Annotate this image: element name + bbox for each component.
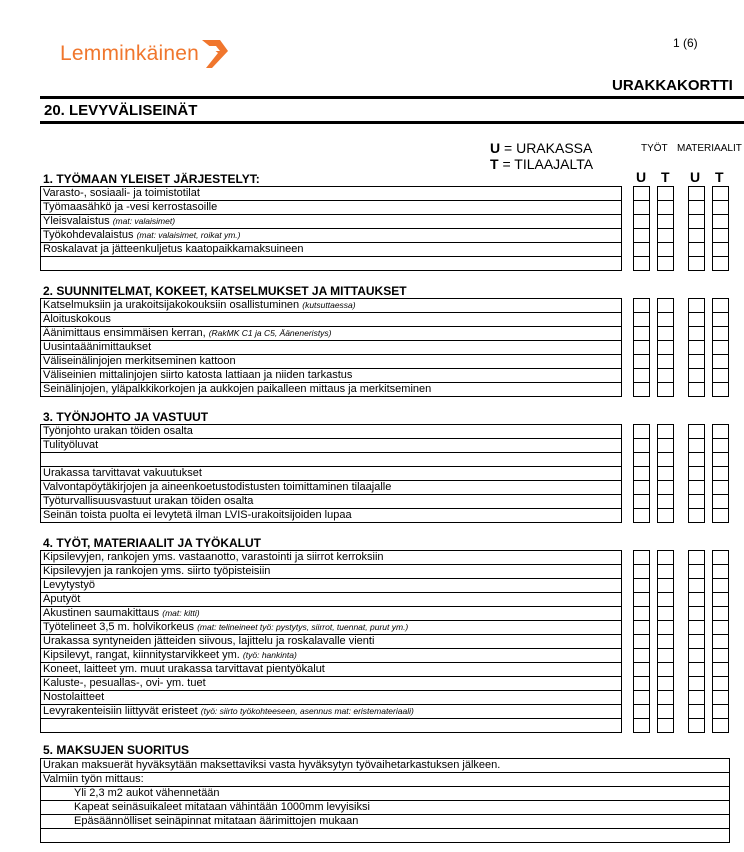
checkbox-cell[interactable] xyxy=(713,509,728,523)
row-text: Varasto-, sosiaali- ja toimistotilat xyxy=(43,187,200,199)
checkbox-cell[interactable] xyxy=(634,327,649,341)
page-number: 1 (6) xyxy=(673,36,698,50)
row-text: Työturvallisuusvastuut urakan töiden osalta xyxy=(43,495,254,507)
row-note: (mat: valaisimet) xyxy=(112,216,176,226)
checkbox-cell[interactable] xyxy=(658,509,673,523)
checkbox-cell[interactable] xyxy=(713,663,728,677)
section-table xyxy=(40,758,730,843)
checkbox-cell[interactable] xyxy=(689,509,704,523)
checkbox-cell[interactable] xyxy=(634,229,649,243)
table-row xyxy=(41,229,621,243)
checkbox-cell[interactable] xyxy=(658,425,673,439)
checkbox-cell[interactable] xyxy=(689,257,704,271)
checkbox-cell[interactable] xyxy=(634,453,649,467)
checkbox-cell[interactable] xyxy=(689,649,704,663)
checkbox-cell[interactable] xyxy=(634,355,649,369)
checkbox-column xyxy=(688,186,705,271)
table-row xyxy=(41,257,621,271)
checkbox-cell[interactable] xyxy=(634,509,649,523)
checkbox-cell[interactable] xyxy=(634,579,649,593)
table-row xyxy=(41,787,729,801)
checkbox-cell[interactable] xyxy=(658,257,673,271)
table-row xyxy=(41,243,621,257)
checkbox-cell[interactable] xyxy=(658,593,673,607)
checkbox-cell[interactable] xyxy=(658,439,673,453)
checkbox-cell[interactable] xyxy=(713,355,728,369)
checkbox-cell[interactable] xyxy=(713,579,728,593)
checkbox-cell[interactable] xyxy=(658,355,673,369)
title-rule-top xyxy=(40,96,744,99)
checkbox-cell[interactable] xyxy=(713,425,728,439)
row-text: Levyrakenteisiin liittyvät eristeet xyxy=(43,705,198,717)
checkbox-cell[interactable] xyxy=(658,215,673,229)
checkbox-cell[interactable] xyxy=(689,635,704,649)
checkbox-cell[interactable] xyxy=(658,649,673,663)
checkbox-cell[interactable] xyxy=(634,691,649,705)
table-row xyxy=(41,579,621,593)
table-row xyxy=(41,327,621,341)
legend-t-letter: T xyxy=(490,156,499,172)
table-row xyxy=(41,439,621,453)
checkbox-cell[interactable] xyxy=(658,677,673,691)
checkbox-cell[interactable] xyxy=(634,649,649,663)
checkbox-cell[interactable] xyxy=(689,369,704,383)
checkbox-cell[interactable] xyxy=(713,327,728,341)
checkbox-cell[interactable] xyxy=(634,257,649,271)
checkbox-cell[interactable] xyxy=(634,551,649,565)
row-text: Työtelineet 3,5 m. holvikorkeus xyxy=(43,621,195,633)
table-row xyxy=(41,187,621,201)
row-text: Urakassa syntyneiden jätteiden siivous, lajittelu ja roskalavalle vienti xyxy=(43,635,375,647)
checkbox-cell[interactable] xyxy=(634,439,649,453)
checkbox-cell[interactable] xyxy=(713,341,728,355)
section-title: 1. TYÖMAAN YLEISET JÄRJESTELYT: xyxy=(43,172,260,186)
row-text: Tulityöluvat xyxy=(43,439,99,451)
section-table xyxy=(40,186,622,271)
table-row xyxy=(41,453,621,467)
checkbox-cell[interactable] xyxy=(689,229,704,243)
row-text: Väliseinien mittalinjojen siirto katosta lattiaan ja niiden tarkastus xyxy=(43,369,353,381)
checkbox-cell[interactable] xyxy=(689,691,704,705)
row-text: Kapeat seinäsuikaleet mitataan vähintään 1000mm levyisiksi xyxy=(74,801,370,813)
legend-u-text: = URAKASSA xyxy=(500,140,593,156)
checkbox-cell[interactable] xyxy=(658,719,673,733)
checkbox-cell[interactable] xyxy=(658,453,673,467)
checkbox-cell[interactable] xyxy=(634,621,649,635)
checkbox-column xyxy=(657,424,674,523)
checkbox-column xyxy=(633,186,650,271)
checkbox-cell[interactable] xyxy=(658,663,673,677)
table-row xyxy=(41,663,621,677)
checkbox-cell[interactable] xyxy=(634,495,649,509)
checkbox-cell[interactable] xyxy=(713,299,728,313)
checkbox-cell[interactable] xyxy=(658,607,673,621)
table-row xyxy=(41,705,621,719)
row-note: (RakMK C1 ja C5, Ääneneristys) xyxy=(208,328,332,338)
table-row xyxy=(41,481,621,495)
checkbox-cell[interactable] xyxy=(658,383,673,397)
checkbox-cell[interactable] xyxy=(713,649,728,663)
checkbox-column xyxy=(712,424,729,523)
checkbox-cell[interactable] xyxy=(658,229,673,243)
row-text: Epäsäännölliset seinäpinnat mitataan äärimittojen mukaan xyxy=(74,815,359,827)
row-note: (mat: valaisimet, roikat ym.) xyxy=(136,230,241,240)
checkbox-cell[interactable] xyxy=(658,579,673,593)
checkbox-cell[interactable] xyxy=(658,691,673,705)
checkbox-cell[interactable] xyxy=(634,187,649,201)
checkbox-cell[interactable] xyxy=(689,243,704,257)
work-t-header: T xyxy=(661,169,670,185)
checkbox-cell[interactable] xyxy=(658,467,673,481)
row-text: Työnjohto urakan töiden osalta xyxy=(43,425,193,437)
checkbox-cell[interactable] xyxy=(689,719,704,733)
checkbox-cell[interactable] xyxy=(713,565,728,579)
checkbox-cell[interactable] xyxy=(713,243,728,257)
checkbox-cell[interactable] xyxy=(689,187,704,201)
checkbox-column xyxy=(633,298,650,397)
table-row xyxy=(41,495,621,509)
checkbox-cell[interactable] xyxy=(689,579,704,593)
checkbox-cell[interactable] xyxy=(658,327,673,341)
table-row xyxy=(41,355,621,369)
checkbox-column xyxy=(633,550,650,733)
checkbox-cell[interactable] xyxy=(713,677,728,691)
table-row xyxy=(41,341,621,355)
logo-text: Lemminkäinen xyxy=(60,42,199,65)
checkbox-cell[interactable] xyxy=(689,565,704,579)
checkbox-cell[interactable] xyxy=(634,369,649,383)
checkbox-cell[interactable] xyxy=(689,299,704,313)
section-table xyxy=(40,550,622,733)
title-rule-bottom xyxy=(40,121,744,124)
row-text: Katselmuksiin ja urakoitsijakokouksiin osallistuminen xyxy=(43,299,300,311)
logo xyxy=(60,38,230,70)
checkbox-cell[interactable] xyxy=(658,313,673,327)
checkbox-cell[interactable] xyxy=(689,425,704,439)
checkbox-cell[interactable] xyxy=(634,341,649,355)
checkbox-cell[interactable] xyxy=(634,481,649,495)
row-text: Koneet, laitteet ym. muut urakassa tarvittavat pientyökalut xyxy=(43,663,325,675)
checkbox-cell[interactable] xyxy=(634,677,649,691)
row-text: Aloituskokous xyxy=(43,313,111,325)
row-note: (työ: hankinta) xyxy=(242,650,297,660)
checkbox-cell[interactable] xyxy=(634,663,649,677)
checkbox-cell[interactable] xyxy=(689,593,704,607)
checkbox-column xyxy=(657,186,674,271)
table-row xyxy=(41,773,729,787)
checkbox-cell[interactable] xyxy=(713,481,728,495)
card-title: URAKKAKORTTI xyxy=(612,77,733,94)
checkbox-cell[interactable] xyxy=(634,607,649,621)
checkbox-cell[interactable] xyxy=(713,313,728,327)
checkbox-cell[interactable] xyxy=(713,383,728,397)
checkbox-cell[interactable] xyxy=(713,719,728,733)
checkbox-cell[interactable] xyxy=(713,551,728,565)
table-row xyxy=(41,299,621,313)
checkbox-cell[interactable] xyxy=(689,607,704,621)
checkbox-cell[interactable] xyxy=(713,467,728,481)
legend-u xyxy=(490,141,592,156)
checkbox-cell[interactable] xyxy=(634,565,649,579)
checkbox-cell[interactable] xyxy=(713,691,728,705)
table-row xyxy=(41,551,621,565)
checkbox-cell[interactable] xyxy=(689,327,704,341)
material-u-header: U xyxy=(690,169,701,185)
row-text: Urakan maksuerät hyväksytään maksettaviksi vasta hyväksytyn työvaihetarkastuksen jälkeen. xyxy=(43,759,501,771)
checkbox-cell[interactable] xyxy=(689,355,704,369)
checkbox-cell[interactable] xyxy=(634,299,649,313)
table-row xyxy=(41,383,621,397)
row-text: Roskalavat ja jätteenkuljetus kaatopaikkamaksuineen xyxy=(43,243,304,255)
checkbox-cell[interactable] xyxy=(658,187,673,201)
checkbox-cell[interactable] xyxy=(689,495,704,509)
checkbox-cell[interactable] xyxy=(713,621,728,635)
checkbox-cell[interactable] xyxy=(713,593,728,607)
checkbox-cell[interactable] xyxy=(658,705,673,719)
legend-t-text: = TILAAJALTA xyxy=(498,156,594,172)
checkbox-cell[interactable] xyxy=(713,439,728,453)
table-row xyxy=(41,467,621,481)
table-row xyxy=(41,593,621,607)
table-row xyxy=(41,565,621,579)
checkbox-cell[interactable] xyxy=(689,663,704,677)
checkbox-cell[interactable] xyxy=(658,551,673,565)
checkbox-cell[interactable] xyxy=(689,313,704,327)
row-text: Aputyöt xyxy=(43,593,81,605)
row-text: Levytystyö xyxy=(43,579,95,591)
table-row xyxy=(41,369,621,383)
checkbox-column xyxy=(657,550,674,733)
row-text: Kipsilevyjen, rankojen yms. vastaanotto, varastointi ja siirrot kerroksiin xyxy=(43,551,384,563)
row-text: Väliseinälinjojen merkitseminen kattoon xyxy=(43,355,236,367)
checkbox-column xyxy=(688,424,705,523)
table-row xyxy=(41,677,621,691)
row-text: Valvontapöytäkirjojen ja aineenkoetustodistusten toimittaminen tilaajalle xyxy=(43,481,392,493)
table-row xyxy=(41,621,621,635)
checkbox-cell[interactable] xyxy=(689,551,704,565)
table-row xyxy=(41,829,729,843)
checkbox-cell[interactable] xyxy=(713,453,728,467)
row-text: Työmaasähkö ja -vesi kerrostasoille xyxy=(43,201,218,213)
checkbox-cell[interactable] xyxy=(713,187,728,201)
checkbox-column xyxy=(712,550,729,733)
checkbox-cell[interactable] xyxy=(689,201,704,215)
checkbox-cell[interactable] xyxy=(689,677,704,691)
checkbox-cell[interactable] xyxy=(658,243,673,257)
section-title: 5. MAKSUJEN SUORITUS xyxy=(43,743,190,757)
table-row xyxy=(41,509,621,523)
table-row xyxy=(41,691,621,705)
checkbox-cell[interactable] xyxy=(713,229,728,243)
checkbox-cell[interactable] xyxy=(634,705,649,719)
legend-u-letter: U xyxy=(490,140,501,156)
checkbox-column xyxy=(657,298,674,397)
checkbox-cell[interactable] xyxy=(658,481,673,495)
checkbox-cell[interactable] xyxy=(713,635,728,649)
row-text: Urakassa tarvittavat vakuutukset xyxy=(43,467,202,479)
row-note: (mat: telineineet työ: pystytys, siirrot, tuennat, purut ym.) xyxy=(197,622,409,632)
checkbox-column xyxy=(712,298,729,397)
checkbox-cell[interactable] xyxy=(689,383,704,397)
row-text: Akustinen saumakittaus xyxy=(43,607,160,619)
row-text: Kipsilevyjen ja rankojen yms. siirto työpisteisiin xyxy=(43,565,271,577)
row-note: (mat: kitti) xyxy=(162,608,200,618)
checkbox-cell[interactable] xyxy=(634,635,649,649)
row-note: (työ: siirto työkohteeseen, asennus mat: eristemateriaali) xyxy=(200,706,414,716)
checkbox-column xyxy=(712,186,729,271)
checkbox-cell[interactable] xyxy=(689,439,704,453)
row-text: Kaluste-, pesuallas-, ovi- ym. tuet xyxy=(43,677,206,689)
work-u-header: U xyxy=(636,169,647,185)
checkbox-cell[interactable] xyxy=(634,243,649,257)
section-title: 2. SUUNNITELMAT, KOKEET, KATSELMUKSET JA MITTAUKSET xyxy=(43,284,407,298)
checkbox-cell[interactable] xyxy=(689,341,704,355)
checkbox-cell[interactable] xyxy=(658,621,673,635)
table-row xyxy=(41,635,621,649)
checkbox-cell[interactable] xyxy=(689,467,704,481)
checkbox-cell[interactable] xyxy=(689,453,704,467)
checkbox-column xyxy=(688,550,705,733)
checkbox-cell[interactable] xyxy=(658,201,673,215)
row-text: Kipsilevyt, rangat, kiinnitystarvikkeet ym. xyxy=(43,649,240,661)
table-row xyxy=(41,649,621,663)
table-row xyxy=(41,815,729,829)
checkbox-cell[interactable] xyxy=(658,565,673,579)
row-text: Työkohdevalaistus xyxy=(43,229,134,241)
table-row xyxy=(41,313,621,327)
section-table xyxy=(40,424,622,523)
checkbox-cell[interactable] xyxy=(658,635,673,649)
checkbox-cell[interactable] xyxy=(634,313,649,327)
row-text: Nostolaitteet xyxy=(43,691,105,703)
checkbox-cell[interactable] xyxy=(713,607,728,621)
row-note: (kutsuttaessa) xyxy=(302,300,356,310)
checkbox-cell[interactable] xyxy=(713,495,728,509)
table-row xyxy=(41,215,621,229)
checkbox-cell[interactable] xyxy=(713,201,728,215)
checkbox-cell[interactable] xyxy=(634,425,649,439)
table-row xyxy=(41,719,621,733)
checkbox-cell[interactable] xyxy=(689,481,704,495)
material-column-header: MATERIAALIT xyxy=(677,143,742,154)
checkbox-cell[interactable] xyxy=(658,341,673,355)
legend-t xyxy=(490,157,593,172)
checkbox-cell[interactable] xyxy=(634,383,649,397)
section-table xyxy=(40,298,622,397)
row-text: Yli 2,3 m2 aukot vähennetään xyxy=(74,787,220,799)
table-row xyxy=(41,607,621,621)
row-text: Seinälinjojen, yläpalkkikorkojen ja aukkojen paikalleen mittaus ja merkitseminen xyxy=(43,383,432,395)
checkbox-cell[interactable] xyxy=(658,495,673,509)
table-row xyxy=(41,801,729,815)
checkbox-column xyxy=(688,298,705,397)
section-title: 3. TYÖNJOHTO JA VASTUUT xyxy=(43,410,209,424)
row-text: Valmiin työn mittaus: xyxy=(43,773,144,785)
checkbox-cell[interactable] xyxy=(689,215,704,229)
work-column-header: TYÖT xyxy=(641,143,668,154)
document-title: 20. LEVYVÄLISEINÄT xyxy=(44,102,198,119)
checkbox-cell[interactable] xyxy=(634,215,649,229)
table-row xyxy=(41,425,621,439)
logo-arrow-icon xyxy=(200,38,230,70)
checkbox-cell[interactable] xyxy=(634,467,649,481)
row-text: Yleisvalaistus xyxy=(43,215,110,227)
table-row xyxy=(41,759,729,773)
checkbox-cell[interactable] xyxy=(658,369,673,383)
checkbox-cell[interactable] xyxy=(634,719,649,733)
checkbox-cell[interactable] xyxy=(658,299,673,313)
checkbox-cell[interactable] xyxy=(689,705,704,719)
checkbox-cell[interactable] xyxy=(634,593,649,607)
checkbox-cell[interactable] xyxy=(713,369,728,383)
checkbox-cell[interactable] xyxy=(689,621,704,635)
table-row xyxy=(41,201,621,215)
checkbox-cell[interactable] xyxy=(713,705,728,719)
checkbox-column xyxy=(633,424,650,523)
checkbox-cell[interactable] xyxy=(713,257,728,271)
material-t-header: T xyxy=(715,169,724,185)
checkbox-cell[interactable] xyxy=(634,201,649,215)
row-text: Äänimittaus ensimmäisen kerran, xyxy=(43,327,206,339)
section-title: 4. TYÖT, MATERIAALIT JA TYÖKALUT xyxy=(43,536,261,550)
row-text: Uusintaäänimittaukset xyxy=(43,341,152,353)
row-text: Seinän toista puolta ei levytetä ilman LVIS-urakoitsijoiden lupaa xyxy=(43,509,352,521)
checkbox-cell[interactable] xyxy=(713,215,728,229)
